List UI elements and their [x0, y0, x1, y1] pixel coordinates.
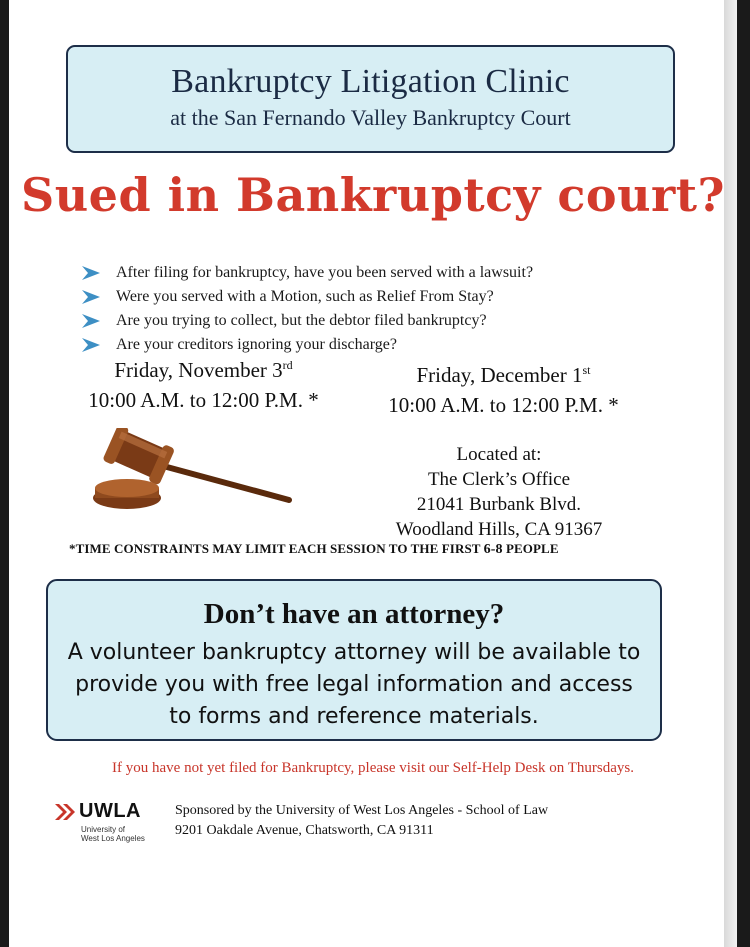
logo-name: UWLA	[79, 800, 141, 822]
chevron-bullet-icon	[82, 314, 116, 328]
location-place: The Clerk’s Office	[427, 469, 571, 490]
uwla-logo-icon	[53, 800, 77, 829]
header-box	[66, 45, 675, 153]
time-constraint-note: *TIME CONSTRAINTS MAY LIMIT EACH SESSION TO THE FIRST 6-8 PEOPLE	[69, 541, 559, 557]
chevron-bullet-icon	[82, 290, 116, 304]
self-help-notice: If you have not yet filed for Bankruptcy, please visit our Self-Help Desk on Thursdays.	[112, 760, 634, 776]
question-item	[82, 261, 533, 285]
attorney-body: A volunteer bankruptcy attorney will be available to provide you with free legal information and access to forms and reference materials.	[67, 640, 641, 729]
sponsor-line: Sponsored by the University of West Los Angeles - School of Law	[175, 803, 549, 818]
chevron-bullet-icon	[82, 338, 116, 352]
clinic-title: Bankruptcy Litigation Clinic	[171, 63, 570, 100]
session-time: 10:00 A.M. to 12:00 P.M. *	[388, 393, 619, 417]
ordinal-suffix: st	[582, 363, 591, 377]
question-text: Were you served with a Motion, such as Relief From Stay?	[116, 288, 494, 305]
question-text: Are you trying to collect, but the debtor filed bankruptcy?	[116, 312, 487, 329]
gavel-icon	[89, 428, 299, 518]
main-headline: Sued in Bankruptcy court?	[21, 168, 725, 222]
question-item	[82, 309, 533, 333]
clinic-subtitle: at the San Fernando Valley Bankruptcy Court	[170, 105, 571, 130]
flyer-page	[9, 0, 737, 947]
location-label: Located at:	[456, 444, 542, 465]
sponsor-block	[175, 801, 548, 841]
question-list	[82, 261, 533, 357]
question-text: Are your creditors ignoring your discharge?	[116, 336, 397, 353]
location-block	[369, 442, 629, 542]
session-november	[61, 355, 346, 415]
session-december	[361, 360, 646, 420]
attorney-title: Don’t have an attorney?	[203, 598, 505, 630]
location-street: 21041 Burbank Blvd.	[416, 494, 582, 515]
sponsor-address: 9201 Oakdale Avenue, Chatsworth, CA 91311	[175, 823, 434, 838]
chevron-bullet-icon	[82, 266, 116, 280]
ordinal-suffix: rd	[282, 358, 293, 372]
question-item	[82, 285, 533, 309]
location-city: Woodland Hills, CA 91367	[395, 519, 603, 540]
session-day: Friday, November 3rd	[114, 358, 293, 382]
page-edge-shadow	[724, 0, 737, 947]
attorney-box	[46, 579, 662, 741]
logo-subtext: University of West Los Angeles	[81, 825, 145, 843]
question-item	[82, 333, 533, 357]
session-time: 10:00 A.M. to 12:00 P.M. *	[88, 388, 319, 412]
question-text: After filing for bankruptcy, have you been served with a lawsuit?	[116, 264, 534, 281]
session-day: Friday, December 1st	[416, 363, 591, 387]
uwla-logo	[53, 800, 163, 848]
